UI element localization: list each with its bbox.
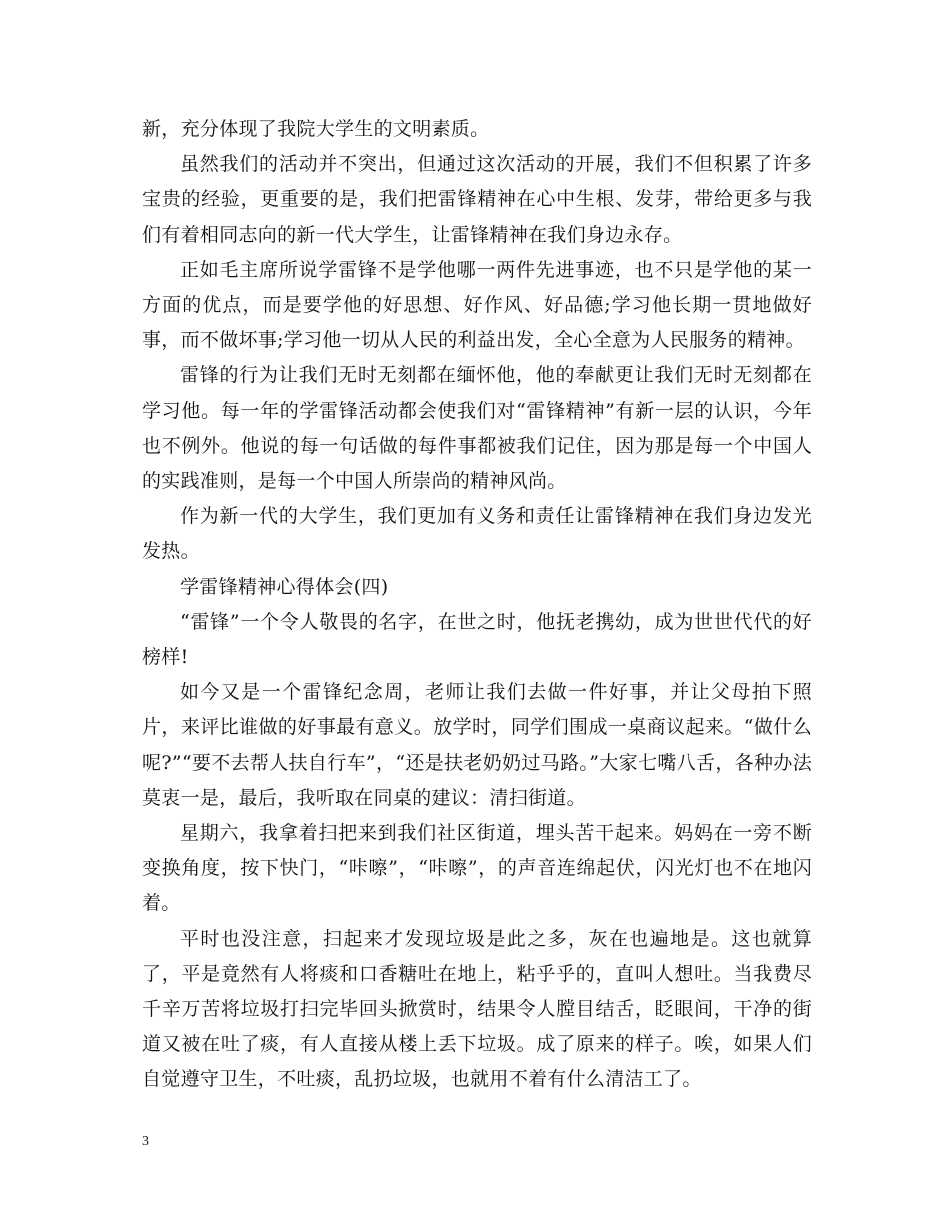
paragraph: 正如毛主席所说学雷锋不是学他哪一两件先进事迹，也不只是学他的某一方面的优点，而是要学他的好思想、好作风、好品德;学习他长期一贯地做好事，而不做坏事;学习他一切从人民的利益出发，全心全意为人民服务的精神。 <box>142 258 812 352</box>
paragraph: 星期六，我拿着扫把来到我们社区街道，埋头苦干起来。妈妈在一旁不断变换角度，按下快门，“咔嚓”，“咔嚓”，的声音连绵起伏，闪光灯也不在地闪着。 <box>142 822 812 915</box>
paragraph-continuation: 新，充分体现了我院大学生的文明素质。 <box>142 118 490 140</box>
paragraph: 虽然我们的活动并不突出，但通过这次活动的开展，我们不但积累了许多宝贵的经验，更重要的是，我们把雷锋精神在心中生根、发芽，带给更多与我们有着相同志向的新一代大学生，让雷锋精神在我们身边永存。 <box>142 153 812 246</box>
section-heading: 学雷锋精神心得体会(四) <box>180 575 389 598</box>
paragraph: 雷锋的行为让我们无时无刻都在缅怀他，他的奉献更让我们无时无刻都在学习他。每一年的学雷锋活动都会使我们对“雷锋精神”有新一层的认识，今年也不例外。他说的每一句话做的每件事都被我们记住，因为那是每一个中国人的实践准则，是每一个中国人所崇尚的精神风尚。 <box>142 364 812 493</box>
paragraph: 平时也没注意，扫起来才发现垃圾是此之多，灰在也遍地是。这也就算了，平是竟然有人将痰和口香糖吐在地上，粘乎乎的，直叫人想吐。当我费尽千辛万苦将垃圾打扫完毕回头掀赏时，结果令人膛目结舌，眨眼间，干净的街道又被在吐了痰，有人直接从楼上丢下垃圾。成了原来的样子。唉，如果人们自觉遵守卫生，不吐痰，乱扔垃圾，也就用不着有什么清洁工了。 <box>142 927 812 1091</box>
paragraph: “雷锋”一个令人敬畏的名字，在世之时，他抚老携幼，成为世世代代的好榜样! <box>142 610 812 669</box>
paragraph: 如今又是一个雷锋纪念周，老师让我们去做一件好事，并让父母拍下照片，来评比谁做的好事最有意义。放学时，同学们围成一桌商议起来。“做什么呢?”“要不去帮人扶自行车”，“还是扶老奶奶过马路。”大家七嘴八舌，各种办法莫衷一是，最后，我听取在同桌的建议：清扫街道。 <box>142 681 812 809</box>
paragraph: 作为新一代的大学生，我们更加有义务和责任让雷锋精神在我们身边发光发热。 <box>142 505 812 563</box>
page-number: 3 <box>142 1134 149 1149</box>
body-text <box>142 112 812 1098</box>
